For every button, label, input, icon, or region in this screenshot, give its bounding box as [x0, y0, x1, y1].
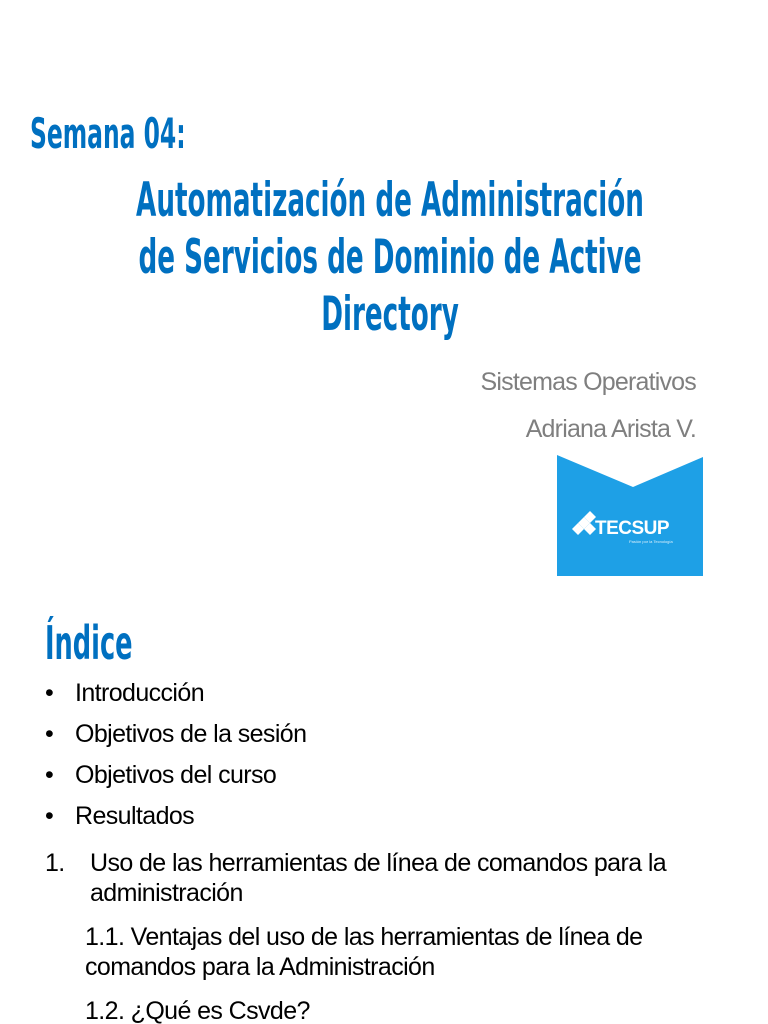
- author-name: Adriana Arista V.: [525, 415, 696, 443]
- list-item: [0, 719, 768, 760]
- svg-text:TECSUP: TECSUP: [595, 518, 670, 539]
- svg-text:Pasión por la Tecnología: Pasión por la Tecnología: [629, 539, 673, 544]
- bullet-marker: •: [45, 679, 54, 707]
- list-item: [0, 760, 768, 801]
- list-item-text: Resultados: [75, 802, 195, 830]
- tecsup-logo: [557, 455, 703, 576]
- title-line-2: de Servicios de Dominio de Active: [138, 230, 642, 285]
- course-name: Sistemas Operativos: [480, 368, 696, 396]
- logo-background: [557, 455, 703, 576]
- sub-item: [0, 922, 768, 982]
- list-item-text: Objetivos del curso: [75, 761, 277, 789]
- bullet-marker: •: [45, 761, 54, 789]
- sub-item: [0, 996, 768, 1024]
- bullet-marker: •: [45, 720, 54, 748]
- list-item: [0, 801, 768, 842]
- presentation-title: [60, 172, 720, 343]
- list-item-text: Introducción: [75, 679, 204, 707]
- week-label: Semana 04:: [30, 109, 186, 158]
- number-marker: 1.: [45, 849, 65, 877]
- sub-item-text: 1.2. ¿Qué es Csvde?: [85, 997, 310, 1024]
- index-list: [0, 678, 768, 1024]
- list-item-text: Objetivos de la sesión: [75, 720, 307, 748]
- sub-item-text: 1.1. Ventajas del uso de las herramientas de línea de comandos para la Administración: [85, 923, 643, 981]
- numbered-item-text: Uso de las herramientas de línea de comandos para la administración: [90, 849, 667, 907]
- title-line-3: Directory: [321, 287, 459, 342]
- list-item: [0, 678, 768, 719]
- index-heading: Índice: [45, 616, 133, 670]
- numbered-item: [0, 848, 768, 908]
- bullet-marker: •: [45, 802, 54, 830]
- index-slide: [0, 596, 768, 1024]
- title-line-1: Automatización de Administración: [136, 173, 644, 228]
